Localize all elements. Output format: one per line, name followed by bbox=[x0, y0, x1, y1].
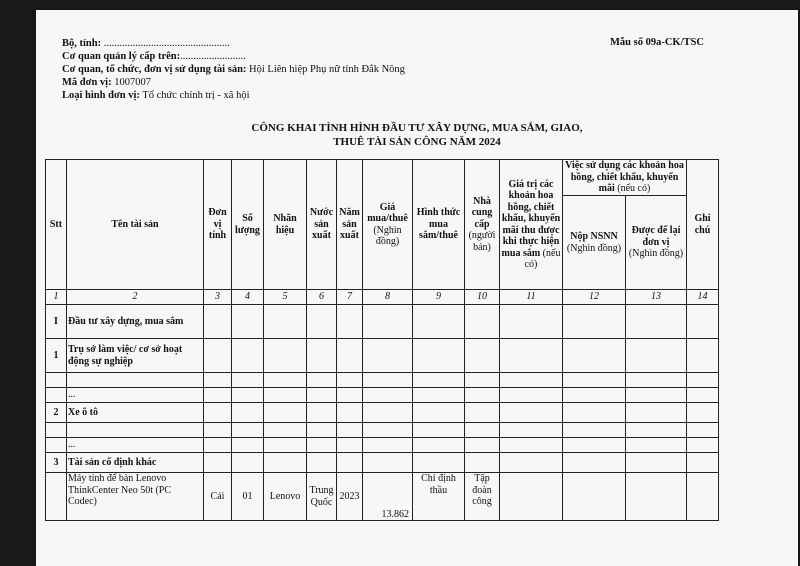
header-usage bbox=[563, 160, 687, 196]
cell-year bbox=[337, 453, 363, 473]
cell-empty bbox=[500, 305, 563, 339]
cell-year bbox=[337, 423, 363, 438]
cell-name: Xe ô tô bbox=[67, 403, 204, 423]
cell-empty bbox=[563, 438, 626, 453]
cell-name: Tài sản cố định khác bbox=[67, 453, 204, 473]
header-year: Năm sản xuất bbox=[337, 160, 363, 290]
cell-price bbox=[363, 453, 413, 473]
header-supplier-main: Nhà cung cấp bbox=[471, 195, 493, 230]
cell-empty bbox=[687, 423, 719, 438]
unit-type-line bbox=[62, 89, 250, 102]
header-method: Hình thức mua sắm/thuê bbox=[413, 160, 465, 290]
column-number: 14 bbox=[687, 290, 719, 305]
header-supplier-sub: (người bán) bbox=[468, 230, 496, 253]
cell-price bbox=[363, 305, 413, 339]
table-row bbox=[46, 388, 719, 403]
agency-value: Hội Liên hiệp Phụ nữ tỉnh Đắk Nông bbox=[249, 64, 405, 75]
agency-line bbox=[62, 63, 405, 76]
cell-empty bbox=[626, 373, 687, 388]
cell-price: 13.862 bbox=[363, 473, 413, 521]
cell-stt bbox=[46, 423, 67, 438]
cell-name: Máy tính để bàn Lenovo ThinkCenter Neo 50t (PC Codec) bbox=[67, 473, 204, 521]
header-quantity: Số lượng bbox=[232, 160, 264, 290]
header-stt: Stt bbox=[46, 160, 67, 290]
cell-empty bbox=[626, 305, 687, 339]
table-row bbox=[46, 305, 719, 339]
cell-supplier bbox=[465, 453, 500, 473]
table-row bbox=[46, 473, 719, 521]
cell-method bbox=[413, 438, 465, 453]
header-price-main: Giá mua/thuê bbox=[367, 201, 408, 224]
column-number-row bbox=[46, 290, 719, 305]
cell-origin bbox=[307, 423, 337, 438]
form-number: Mẫu số 09a-CK/TSC bbox=[610, 37, 704, 48]
cell-empty bbox=[626, 453, 687, 473]
header-usage-sub: (nếu có) bbox=[617, 183, 651, 195]
cell-method bbox=[413, 388, 465, 403]
cell-brand bbox=[264, 453, 307, 473]
cell-unit bbox=[204, 423, 232, 438]
cell-empty bbox=[626, 403, 687, 423]
column-number: 10 bbox=[465, 290, 500, 305]
header-retained-sub: (Nghìn đồng) bbox=[628, 248, 684, 260]
cell-quantity bbox=[232, 453, 264, 473]
column-number: 4 bbox=[232, 290, 264, 305]
cell-origin bbox=[307, 373, 337, 388]
cell-origin bbox=[307, 339, 337, 373]
cell-unit bbox=[204, 373, 232, 388]
cell-empty bbox=[563, 305, 626, 339]
header-price-sub: (Nghìn đồng) bbox=[373, 224, 402, 247]
header-budget bbox=[563, 196, 626, 290]
asset-table bbox=[45, 159, 719, 521]
cell-empty bbox=[563, 388, 626, 403]
cell-empty bbox=[563, 423, 626, 438]
cell-empty bbox=[563, 339, 626, 373]
cell-year bbox=[337, 339, 363, 373]
cell-unit bbox=[204, 339, 232, 373]
cell-brand bbox=[264, 373, 307, 388]
cell-name: ... bbox=[67, 438, 204, 453]
cell-year: 2023 bbox=[337, 473, 363, 521]
table-row bbox=[46, 438, 719, 453]
cell-price bbox=[363, 438, 413, 453]
cell-supplier bbox=[465, 305, 500, 339]
cell-brand: Lenovo bbox=[264, 473, 307, 521]
cell-supplier bbox=[465, 388, 500, 403]
cell-quantity bbox=[232, 388, 264, 403]
cell-origin bbox=[307, 438, 337, 453]
header-origin: Nước sản xuất bbox=[307, 160, 337, 290]
column-number: 2 bbox=[67, 290, 204, 305]
cell-empty bbox=[500, 339, 563, 373]
column-number: 3 bbox=[204, 290, 232, 305]
cell-stt: 1 bbox=[46, 339, 67, 373]
cell-empty bbox=[626, 388, 687, 403]
cell-unit: Cái bbox=[204, 473, 232, 521]
cell-supplier bbox=[465, 423, 500, 438]
document-page bbox=[36, 10, 798, 566]
cell-name bbox=[67, 423, 204, 438]
cell-empty bbox=[500, 453, 563, 473]
ministry-dots: ................................................ bbox=[103, 38, 230, 49]
column-number: 13 bbox=[626, 290, 687, 305]
agency-label: Cơ quan, tổ chức, đơn vị sử dụng tài sản: bbox=[62, 64, 247, 75]
cell-unit bbox=[204, 403, 232, 423]
unit-code-label: Mã đơn vị: bbox=[62, 77, 112, 88]
cell-year bbox=[337, 305, 363, 339]
cell-empty bbox=[626, 423, 687, 438]
cell-method bbox=[413, 453, 465, 473]
header-discount bbox=[500, 160, 563, 290]
header-brand: Nhãn hiệu bbox=[264, 160, 307, 290]
column-number: 7 bbox=[337, 290, 363, 305]
cell-stt bbox=[46, 438, 67, 453]
table-row bbox=[46, 339, 719, 373]
cell-stt bbox=[46, 373, 67, 388]
cell-quantity bbox=[232, 438, 264, 453]
header-note: Ghi chú bbox=[687, 160, 719, 290]
ministry-label: Bộ, tỉnh: bbox=[62, 38, 102, 49]
cell-supplier bbox=[465, 438, 500, 453]
superior-dots: ......................... bbox=[180, 51, 246, 62]
cell-empty bbox=[626, 339, 687, 373]
cell-stt: 2 bbox=[46, 403, 67, 423]
cell-year bbox=[337, 388, 363, 403]
table-row bbox=[46, 373, 719, 388]
cell-brand bbox=[264, 438, 307, 453]
cell-brand bbox=[264, 403, 307, 423]
cell-stt bbox=[46, 388, 67, 403]
cell-method bbox=[413, 305, 465, 339]
cell-quantity bbox=[232, 373, 264, 388]
cell-price bbox=[363, 403, 413, 423]
table-row bbox=[46, 423, 719, 438]
cell-unit bbox=[204, 305, 232, 339]
cell-empty bbox=[687, 339, 719, 373]
cell-brand bbox=[264, 305, 307, 339]
cell-empty bbox=[563, 373, 626, 388]
cell-empty bbox=[687, 305, 719, 339]
cell-name: Trụ sở làm việc/ cơ sở hoạt động sự nghiệp bbox=[67, 339, 204, 373]
cell-unit bbox=[204, 453, 232, 473]
document-title-line-2: THUÊ TÀI SẢN CÔNG NĂM 2024 bbox=[333, 136, 501, 148]
header-discount-sub: (nếu có) bbox=[524, 247, 561, 270]
unit-code-line bbox=[62, 76, 151, 89]
header-discount-main: Giá trị các khoản hoa hồng, chiết khấu, khuyến mãi thu được khi thực hiện mua sắm bbox=[501, 178, 561, 259]
column-number: 5 bbox=[264, 290, 307, 305]
superior-label: Cơ quan quản lý cấp trên: bbox=[62, 51, 181, 62]
cell-price bbox=[363, 388, 413, 403]
header-unit: Đơn vị tính bbox=[204, 160, 232, 290]
header-retained-main: Được để lại đơn vị bbox=[631, 225, 681, 248]
cell-unit bbox=[204, 388, 232, 403]
cell-brand bbox=[264, 423, 307, 438]
cell-empty bbox=[500, 403, 563, 423]
cell-origin bbox=[307, 305, 337, 339]
table-row bbox=[46, 403, 719, 423]
header-usage-main: Việc sử dụng các khoản hoa hồng, chiết khấu, khuyến mãi bbox=[565, 160, 684, 195]
cell-origin bbox=[307, 403, 337, 423]
cell-empty bbox=[687, 373, 719, 388]
cell-empty bbox=[626, 473, 687, 521]
cell-stt: I bbox=[46, 305, 67, 339]
cell-empty bbox=[563, 473, 626, 521]
cell-stt: 3 bbox=[46, 453, 67, 473]
cell-quantity bbox=[232, 403, 264, 423]
cell-price bbox=[363, 373, 413, 388]
document-title-line-1: CÔNG KHAI TÌNH HÌNH ĐẦU TƯ XÂY DỰNG, MUA SẮM, GIAO, bbox=[251, 122, 583, 134]
cell-brand bbox=[264, 339, 307, 373]
cell-empty bbox=[500, 373, 563, 388]
header-retained bbox=[626, 196, 687, 290]
cell-method: Chỉ định thầu bbox=[413, 473, 465, 521]
cell-method bbox=[413, 423, 465, 438]
cell-empty bbox=[687, 438, 719, 453]
cell-empty bbox=[500, 438, 563, 453]
cell-supplier bbox=[465, 403, 500, 423]
cell-origin bbox=[307, 388, 337, 403]
cell-empty bbox=[626, 438, 687, 453]
cell-method bbox=[413, 373, 465, 388]
header-row-1 bbox=[46, 160, 719, 196]
cell-empty bbox=[500, 473, 563, 521]
cell-empty bbox=[687, 453, 719, 473]
cell-empty bbox=[687, 473, 719, 521]
header-budget-sub: (Nghìn đồng) bbox=[566, 242, 622, 254]
cell-year bbox=[337, 403, 363, 423]
cell-year bbox=[337, 438, 363, 453]
column-number: 8 bbox=[363, 290, 413, 305]
column-number: 6 bbox=[307, 290, 337, 305]
column-number: 1 bbox=[46, 290, 67, 305]
cell-supplier bbox=[465, 373, 500, 388]
cell-stt bbox=[46, 473, 67, 521]
cell-origin: Trung Quốc bbox=[307, 473, 337, 521]
cell-supplier bbox=[465, 339, 500, 373]
column-number: 11 bbox=[500, 290, 563, 305]
column-number: 9 bbox=[413, 290, 465, 305]
header-price bbox=[363, 160, 413, 290]
cell-quantity bbox=[232, 305, 264, 339]
unit-type-value: Tổ chức chính trị - xã hội bbox=[142, 90, 250, 101]
ministry-line bbox=[62, 37, 230, 50]
cell-method bbox=[413, 339, 465, 373]
cell-empty bbox=[563, 403, 626, 423]
unit-code-value: 1007007 bbox=[114, 77, 151, 88]
cell-year bbox=[337, 373, 363, 388]
header-budget-main: Nộp NSNN bbox=[570, 231, 618, 242]
cell-brand bbox=[264, 388, 307, 403]
cell-quantity: 01 bbox=[232, 473, 264, 521]
cell-quantity bbox=[232, 339, 264, 373]
unit-type-label: Loại hình đơn vị: bbox=[62, 90, 140, 101]
cell-empty bbox=[500, 423, 563, 438]
cell-name bbox=[67, 373, 204, 388]
cell-empty bbox=[563, 453, 626, 473]
cell-price bbox=[363, 339, 413, 373]
cell-unit bbox=[204, 438, 232, 453]
table-row bbox=[46, 453, 719, 473]
column-number: 12 bbox=[563, 290, 626, 305]
header-asset-name: Tên tài sản bbox=[67, 160, 204, 290]
header-supplier bbox=[465, 160, 500, 290]
cell-origin bbox=[307, 453, 337, 473]
cell-empty bbox=[687, 388, 719, 403]
cell-empty bbox=[500, 388, 563, 403]
cell-price bbox=[363, 423, 413, 438]
cell-name: ... bbox=[67, 388, 204, 403]
cell-name: Đầu tư xây dựng, mua sắm bbox=[67, 305, 204, 339]
cell-empty bbox=[687, 403, 719, 423]
cell-method bbox=[413, 403, 465, 423]
superior-line bbox=[62, 50, 246, 63]
cell-supplier: Tập đoàn công bbox=[465, 473, 500, 521]
cell-quantity bbox=[232, 423, 264, 438]
